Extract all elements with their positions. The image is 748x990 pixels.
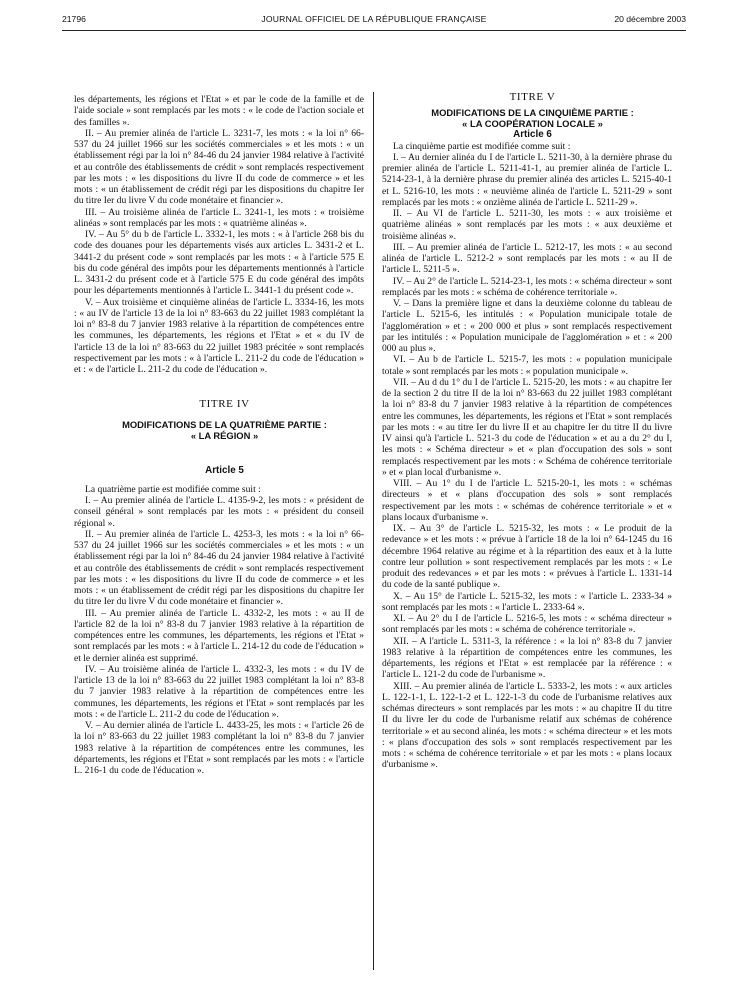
paragraph: XII. – A l'article L. 5311-3, la référence : « la loi n° 83-8 du 7 janvier 1983 relative à la répartition de compétences entre les communes, les départements, les régions et l'Etat » est remplacée par la référence : « l'article L. 121-2 du code de l'urbanisme ». bbox=[382, 635, 672, 681]
paragraph: La cinquième partie est modifiée comme suit : bbox=[393, 140, 571, 152]
titre-heading: TITRE V bbox=[509, 91, 556, 103]
page-header bbox=[62, 11, 686, 27]
paragraph: II. – Au premier alinéa de l'article L. 4253-3, les mots : « la loi n° 66-537 du 24 juillet 1966 sur les sociétés commerciales » et les mots : « un établissement régi par la loi n° 84-46 du 24 janvier 1984 relative à l'activité et au contrôle des établissements de crédit » sont remplacés respectivement par les mots : « les dispositions du livre II du code de commerce » et les mots : « un établissement de crédit régi par les dispositions du chapitre Ier du titre Ier du livre V du code monétaire et financier ». bbox=[74, 528, 364, 608]
part-heading-line1: MODIFICATIONS DE LA CINQUIÈME PARTIE : bbox=[431, 107, 634, 119]
left-column bbox=[74, 94, 364, 776]
journal-title: JOURNAL OFFICIEL DE LA RÉPUBLIQUE FRANÇAISE bbox=[261, 14, 487, 24]
header-rule bbox=[62, 30, 686, 31]
paragraph: IV. – Au 5° du b de l'article L. 3332-1, les mots : « à l'article 268 bis du code des douanes pour les départements visés aux articles L. 3431-2 et L. 3441-2 du présent code » sont remplacés par les mots : « à l'article 575 E bis du code général des impôts pour les départements mentionnés à l'article L. 3431-2 du présent code et à l'article 575 E du code général des impôts pour les départements mentionnés à l'article L. 3441-1 du présent code ». bbox=[74, 229, 364, 297]
paragraph: V. – Dans la première ligne et dans la deuxième colonne du tableau de l'article L. 5215-6, les intitulés : « Population municipale totale de l'agglomération » et : « 200 000 et plus » sont remplacés respectivement par les intitulés : « Population municipale de l'agglomération » et : « 200 000 au plus ». bbox=[382, 298, 672, 354]
paragraph: VIII. – Au 1° du I de l'article L. 5215-20-1, les mots : « schémas directeurs » et « plans d'occupation des sols » sont remplacés respectivement par les mots : « schémas de cohérence territoriale » et « plans locaux d'urbanisme ». bbox=[382, 478, 672, 523]
part-heading-line2: « LA COOPÉRATION LOCALE » bbox=[462, 118, 603, 130]
paragraph: VI. – Au b de l'article L. 5215-7, les mots : « population municipale totale » sont remplacés par les mots : « population municipale ». bbox=[382, 354, 672, 377]
part-heading-line2: « LA RÉGION » bbox=[190, 429, 259, 441]
paragraph: II. – Au VI de l'article L. 5211-30, les mots : « aux troisième et quatrième alinéas » sont remplacés par les mots : « aux deuxième et troisième alinéas ». bbox=[382, 208, 672, 242]
paragraph: XI. – Au 2° du I de l'article L. 5216-5, les mots : « schéma directeur » sont remplacés par les mots : « schéma de cohérence territoriale ». bbox=[382, 613, 672, 636]
paragraph: IX. – Au 3° de l'article L. 5215-32, les mots : « Le produit de la redevance » et les mots : « prévue à l'article 18 de la loi n° 64-1245 du 16 décembre 1964 relative au régime et à la répartition des eaux et à la lutte contre leur pollution » sont respectivement remplacés par les mots : « Le produit des redevances » et par les mots : « prévues à l'article L. 1331-14 du code de la santé publique ». bbox=[382, 523, 672, 591]
right-column bbox=[382, 92, 672, 771]
paragraph: XIII. – Au premier alinéa de l'article L. 5333-2, les mots : « aux articles L. 122-1-1, L. 122-1-2 et L. 122-1-3 du code de l'urbanisme relatives aux schémas directeurs » sont remplacés par les mots : « au chapitre II du titre II du livre Ier du code de l'urbanisme relatif aux schémas de cohérence territoriale » et au second alinéa, les mots : « schéma directeur » et les mots : « plans d'occupation des sols » sont remplacés respectivement par les mots : « schéma de cohérence territoriale » et par les mots : « plans locaux d'urbanisme ». bbox=[382, 680, 672, 771]
paragraph: III. – Au troisième alinéa de l'article L. 3241-1, les mots : « troisième alinéas » sont remplacés par les mots : « quatrième alinéas ». bbox=[74, 206, 364, 229]
page-number: 21796 bbox=[62, 14, 86, 24]
issue-date: 20 décembre 2003 bbox=[614, 14, 686, 24]
article-heading: Article 5 bbox=[205, 464, 244, 476]
paragraph: III. – Au premier alinéa de l'article L. 5212-17, les mots : « au second alinéa de l'article L. 5212-2 » sont remplacés par les mots : « au II de l'article L. 5211-5 ». bbox=[382, 241, 672, 276]
paragraph: I. – Au dernier alinéa du I de l'article L. 5211-30, à la dernière phrase du premier alinéa de l'article L. 5211-41-1, au premier alinéa de l'article L. 5214-23-1, à la dernière phrase du premier alinéa des articles L. 5215-40-1 et L. 5216-10, les mots : « neuvième alinéa de l'article L. 5211-29 » sont remplacés par les mots : « onzième alinéa de l'article L. 5211-29 ». bbox=[382, 151, 672, 208]
paragraph: V. – Au dernier alinéa de l'article L. 4433-25, les mots : « l'article 26 de la loi n° 83-663 du 22 juillet 1983 complétant la loi n° 83-8 du 7 janvier 1983 relative à la répartition de compétences entre les communes, les départements, les régions et l'Etat » sont remplacés par les mots : « l'article L. 216-1 du code de l'éducation ». bbox=[74, 720, 364, 776]
part-heading-line1: MODIFICATIONS DE LA QUATRIÈME PARTIE : bbox=[122, 418, 327, 430]
article-heading: Article 6 bbox=[513, 129, 552, 141]
paragraph: VII. – Au d du 1° du I de l'article L. 5215-20, les mots : « au chapitre Ier de la section 2 du titre II de la loi n° 83-663 du 22 juillet 1983 complétant la loi n° 83-8 du 7 janvier 1983 relative à la répartition de compétences entre les communes, les départements, les régions et l'Etat » sont remplacés par les mots : « au titre Ier du livre II et au chapitre Ier du titre II du livre IV ainsi qu'à l'article L. 521-3 du code de l'éducation » et au a du 2° du I, les mots : « Schéma directeur » et « plan d'occupation des sols » sont remplacés respectivement par les mots : « Schéma de cohérence territoriale » et « plan local d'urbanisme ». bbox=[382, 376, 672, 478]
continued-paragraph: les départements, les régions et l'Etat » et par le code de la famille et de l'aide sociale » sont remplacés par les mots : « le code de l'action sociale et des familles ». bbox=[74, 94, 364, 128]
paragraph: La quatrième partie est modifiée comme suit : bbox=[85, 483, 261, 495]
paragraph: IV. – Au troisième alinéa de l'article L. 4332-3, les mots : « du IV de l'article 13 de la loi n° 83-663 du 22 juillet 1983 complétant la loi n° 83-8 du 7 janvier 1983 relative à la répartition de compétences entre les communes, les départements, les régions et l'Etat » sont remplacés par les mots : « de l'article L. 211-2 du code de l'éducation ». bbox=[74, 663, 364, 720]
paragraph: III. – Au premier alinéa de l'article L. 4332-2, les mots : « au II de l'article 82 de la loi n° 83-8 du 7 janvier 1983 relative à la répartition de compétences entre les communes, les départements, les régions et l'Etat » sont remplacés par les mots : « à l'article L. 214-12 du code de l'éducation » et le dernier alinéa est supprimé. bbox=[74, 607, 364, 664]
paragraph: X. – Au 15° de l'article L. 5215-32, les mots : « l'article L. 2333-34 » sont remplacés par les mots : « l'article L. 2333-64 ». bbox=[382, 590, 672, 613]
paragraph: II. – Au premier alinéa de l'article L. 3231-7, les mots : « la loi n° 66-537 du 24 juillet 1966 sur les sociétés commerciales » et les mots : « un établissement régi par la loi n° 84-46 du 24 janvier 1984 relative à l'activité et au contrôle des établissements de crédit » sont remplacés respectivement par les mots : « les dispositions du livre II du code de commerce » et les mots : « un établissement de crédit régi par les dispositions du chapitre Ier du titre Ier du livre V du code monétaire et financier ». bbox=[74, 127, 364, 207]
column-divider bbox=[373, 92, 374, 970]
paragraph: I. – Au premier alinéa de l'article L. 4135-9-2, les mots : « président de conseil général » sont remplacés par les mots : « président du conseil régional ». bbox=[74, 495, 364, 529]
paragraph: V. – Aux troisième et cinquième alinéas de l'article L. 3334-16, les mots : « au IV de l'article 13 de la loi n° 83-663 du 22 juillet 1983 complétant la loi n° 83-8 du 7 janvier 1983 relative à la répartition de compétences entre les communes, les départements, les régions et l'Etat » et « du IV de l'article 13 de la loi n° 83-663 du 22 juillet 1983 précitée » sont remplacés respectivement par les mots : « à l'article L. 211-2 du code de l'éducation » et : « de l'article L. 211-2 du code de l'éducation ». bbox=[74, 296, 364, 375]
titre-heading: TITRE IV bbox=[199, 398, 250, 411]
paragraph: IV. – Au 2° de l'article L. 5214-23-1, les mots : « schéma directeur » sont remplacés par les mots : « schéma de cohérence territoriale ». bbox=[382, 275, 672, 298]
